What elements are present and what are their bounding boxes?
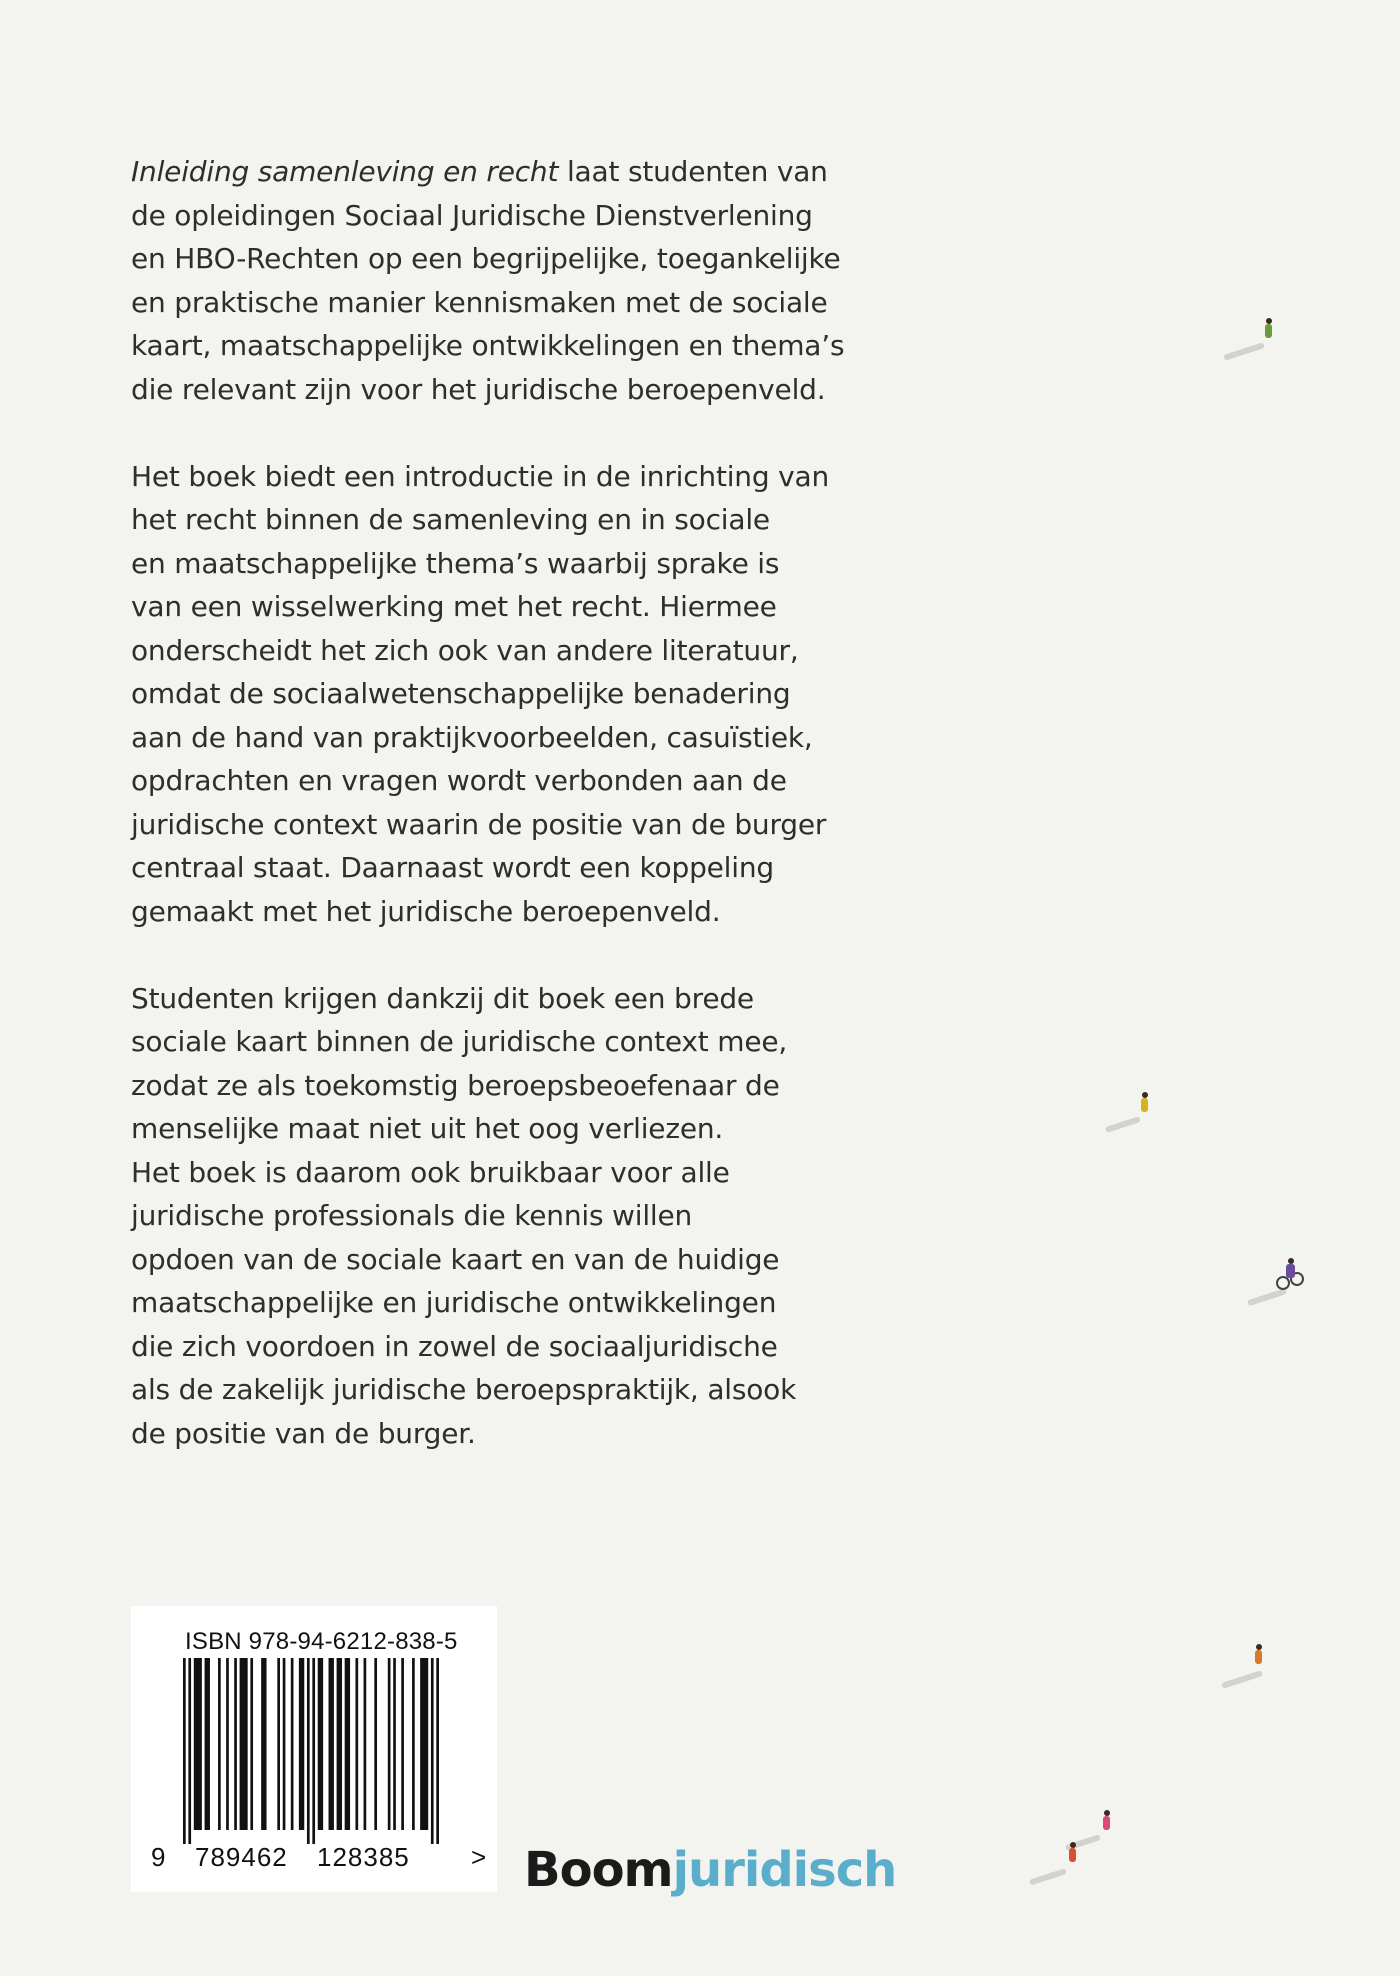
- barcode-bar: [226, 1658, 229, 1830]
- blurb-line: het recht binnen de samenleving en in sociale: [131, 503, 770, 536]
- blurb-paragraph-2: [131, 455, 891, 934]
- isbn-label: ISBN 978-94-6212-838-5: [185, 1628, 458, 1655]
- barcode-bar: [412, 1658, 415, 1830]
- blurb-line: die relevant zijn voor het juridische beroepenveld.: [131, 372, 826, 406]
- blurb-line: sociale kaart binnen de juridische context mee,: [131, 1025, 788, 1058]
- blurb-line: Het boek is daarom ook bruikbaar voor alle: [131, 1155, 730, 1189]
- barcode-bar: [307, 1658, 310, 1844]
- barcode-bars: [183, 1658, 439, 1844]
- blurb-line: Inleiding samenleving en recht laat studenten van: [131, 155, 828, 188]
- barcode-bar: [234, 1658, 237, 1830]
- blurb-line: juridische context waarin de positie van de burger: [131, 807, 827, 841]
- blurb-line: als de zakelijk juridische beroepspraktijk, alsook: [131, 1373, 797, 1406]
- barcode-digits: [151, 1842, 487, 1872]
- blurb-line: juridische professionals die kennis willen: [131, 1199, 693, 1232]
- barcode-bar: [218, 1658, 221, 1830]
- barcode-bar: [388, 1658, 391, 1830]
- person-figure-yellow: [1104, 1092, 1154, 1122]
- person-figure-green: [1222, 318, 1282, 348]
- person-figure-pink: [1064, 1810, 1114, 1840]
- blurb-line: centraal staat. Daarnaast wordt een koppeling: [131, 851, 774, 884]
- publisher-logo: [524, 1842, 897, 1898]
- blurb-line: opdrachten en vragen wordt verbonden aan de: [131, 764, 787, 797]
- barcode-bar: [261, 1658, 266, 1830]
- barcode-bar: [355, 1658, 358, 1830]
- barcode-bar: [205, 1658, 210, 1830]
- barcode-bar: [250, 1658, 253, 1830]
- isbn-barcode: [131, 1606, 497, 1892]
- blurb-line: opdoen van de sociale kaart en van de huidige: [131, 1242, 780, 1276]
- barcode-bar: [299, 1658, 304, 1830]
- blurb-line: Het boek biedt een introductie in de inrichting van: [131, 459, 830, 493]
- barcode-bar: [188, 1658, 191, 1844]
- blurb-line: aan de hand van praktijkvoorbeelden, casuïstiek,: [131, 720, 813, 754]
- blurb-line: Studenten krijgen dankzij dit boek een brede: [131, 981, 754, 1015]
- barcode-bar: [329, 1658, 334, 1830]
- person-figure-orange: [1220, 1642, 1280, 1676]
- blurb-line: omdat de sociaalwetenschappelijke benadering: [131, 677, 791, 710]
- blurb-line: maatschappelijke en juridische ontwikkelingen: [131, 1286, 777, 1319]
- blurb-paragraph-3: [131, 977, 891, 1456]
- barcode-bar: [431, 1658, 434, 1844]
- barcode-bar: [283, 1658, 286, 1830]
- blurb-line: van een wisselwerking met het recht. Hiermee: [131, 590, 777, 623]
- blurb-paragraph-1: [131, 150, 891, 411]
- blurb-line: menselijke maat niet uit het oog verliezen.: [131, 1112, 724, 1145]
- blurb-line: kaart, maatschappelijke ontwikkelingen en thema’s: [131, 329, 845, 362]
- barcode-lead-digit: 9: [151, 1842, 166, 1872]
- barcode-bar: [291, 1658, 294, 1830]
- barcode-bar: [194, 1658, 202, 1830]
- blurb-text: [131, 150, 891, 1499]
- cyclist-figure-purple: [1246, 1258, 1306, 1294]
- barcode-right-group: 128385: [317, 1842, 410, 1872]
- barcode-bar: [393, 1658, 396, 1830]
- barcode-bar: [345, 1658, 350, 1830]
- blurb-line: onderscheidt het zich ook van andere literatuur,: [131, 633, 799, 667]
- barcode-bar: [364, 1658, 367, 1830]
- barcode-bar: [183, 1658, 186, 1844]
- blurb-line: de opleidingen Sociaal Juridische Dienstverlening: [131, 198, 813, 232]
- barcode-bar: [337, 1658, 342, 1830]
- book-title-italic: Inleiding samenleving en recht: [131, 155, 559, 188]
- publisher-logo-juridisch: juridisch: [672, 1842, 897, 1898]
- barcode-bar: [277, 1658, 280, 1830]
- barcode-bar: [420, 1658, 428, 1830]
- barcode-left-group: 789462: [195, 1842, 288, 1872]
- barcode-bar: [401, 1658, 404, 1830]
- barcode-bar: [240, 1658, 248, 1830]
- blurb-line: en praktische manier kennismaken met de sociale: [131, 285, 828, 319]
- barcode-bar: [312, 1658, 315, 1844]
- blurb-line: gemaakt met het juridische beroepenveld.: [131, 894, 721, 928]
- blurb-line: die zich voordoen in zowel de sociaaljuridische: [131, 1329, 778, 1363]
- barcode-bar: [374, 1658, 377, 1830]
- barcode-bar: [436, 1658, 439, 1844]
- publisher-logo-boom: Boom: [524, 1842, 673, 1898]
- blurb-line: de positie van de burger.: [131, 1416, 476, 1450]
- blurb-line: en HBO-Rechten op een begrijpelijke, toegankelijke: [131, 242, 841, 275]
- blurb-line: zodat ze als toekomstig beroepsbeoefenaar de: [131, 1068, 780, 1102]
- barcode-quiet-zone-mark: >: [471, 1842, 487, 1872]
- barcode-bar: [318, 1658, 323, 1830]
- blurb-line: en maatschappelijke thema’s waarbij sprake is: [131, 546, 780, 580]
- person-figure-red: [1028, 1840, 1080, 1874]
